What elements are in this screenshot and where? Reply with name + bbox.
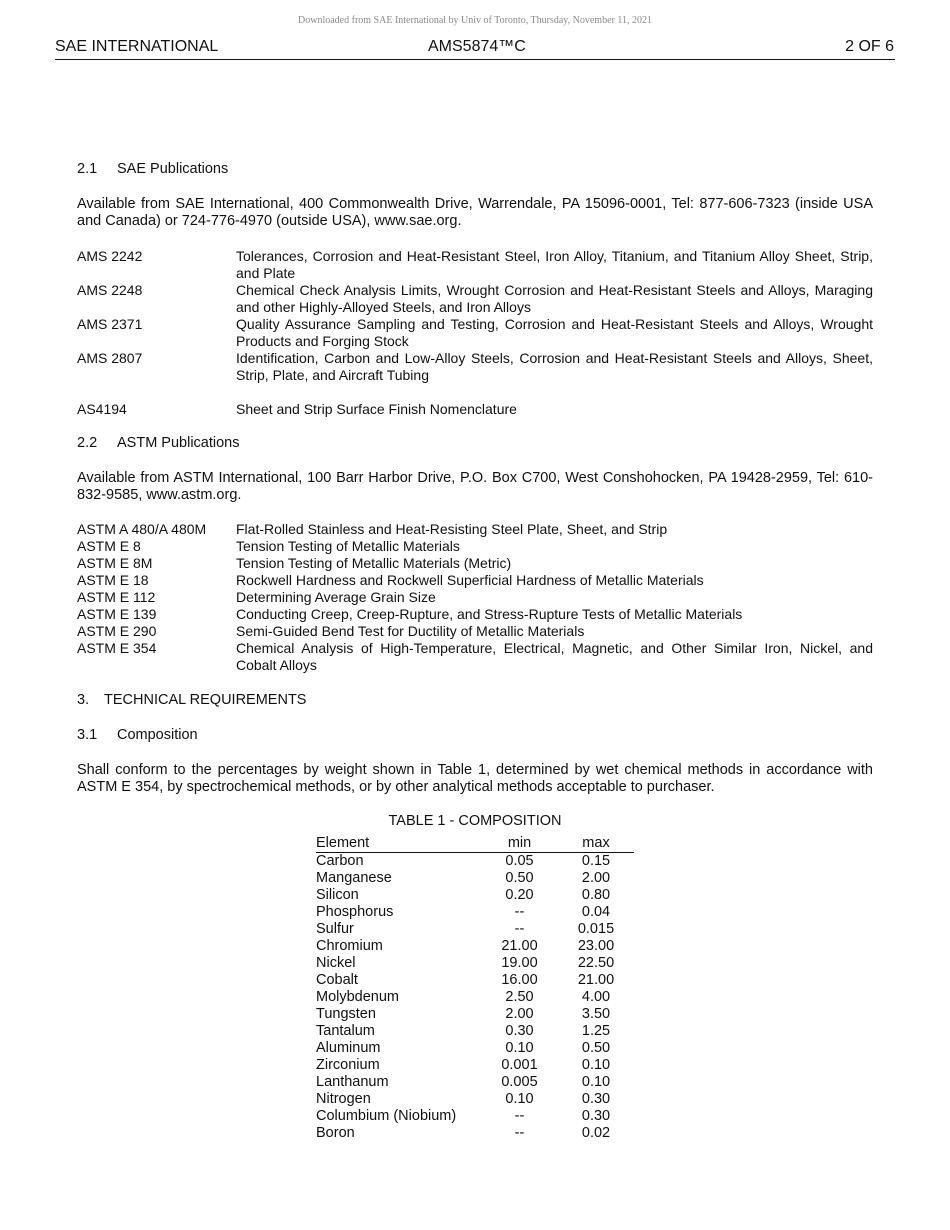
cell-element: Phosphorus (316, 904, 394, 920)
cell-element: Boron (316, 1125, 355, 1141)
table-row (316, 853, 634, 871)
reference-item (77, 606, 873, 623)
cell-min: 0.005 (501, 1074, 538, 1090)
cell-element: Zirconium (316, 1057, 380, 1073)
reference-item (77, 350, 873, 384)
cell-element: Nitrogen (316, 1091, 371, 1107)
cell-max: 21.00 (577, 972, 615, 988)
table-row (316, 938, 634, 955)
table-row (316, 1006, 634, 1023)
reference-code: AMS 2248 (77, 282, 143, 298)
sae-reference-list (77, 248, 873, 418)
reference-title: Tolerances, Corrosion and Heat-Resistant Steel, Iron Alloy, Titanium, and Titanium Alloy Sheet, Strip, and Plate (236, 248, 873, 281)
reference-code: ASTM E 18 (77, 572, 149, 588)
header-document-number: AMS5874™C (428, 38, 526, 55)
section-number: 3. (77, 692, 90, 708)
section-title: SAE Publications (117, 161, 229, 177)
cell-max: 0.10 (581, 1057, 611, 1073)
reference-item (77, 521, 873, 538)
cell-min: -- (514, 1108, 525, 1124)
astm-reference-list (77, 521, 873, 674)
cell-max: 23.00 (577, 938, 615, 954)
table-header-row (316, 835, 634, 853)
reference-code: AMS 2242 (77, 248, 143, 264)
cell-max: 0.50 (581, 1040, 611, 1056)
cell-element: Manganese (316, 870, 392, 886)
cell-element: Sulfur (316, 921, 354, 937)
table-row (316, 1074, 634, 1091)
cell-max: 3.50 (581, 1006, 611, 1022)
reference-code: ASTM A 480/A 480M (77, 521, 207, 537)
header-page-number: 2 OF 6 (845, 38, 894, 55)
cell-max: 22.50 (577, 955, 615, 971)
cell-max: 2.00 (581, 870, 611, 886)
cell-element: Columbium (Niobium) (316, 1108, 457, 1124)
reference-title: Sheet and Strip Surface Finish Nomenclature (236, 401, 517, 417)
reference-item (77, 316, 873, 350)
section-heading-sae (77, 161, 228, 177)
column-header-max: max (558, 835, 634, 853)
cell-element: Silicon (316, 887, 359, 903)
table-row (316, 1125, 634, 1142)
section-title: Composition (117, 727, 198, 743)
reference-title: Tension Testing of Metallic Materials (Metric) (236, 555, 512, 571)
section-title: ASTM Publications (117, 435, 240, 451)
reference-code: ASTM E 354 (77, 640, 157, 656)
reference-title: Conducting Creep, Creep-Rupture, and Stress-Rupture Tests of Metallic Materials (236, 606, 743, 622)
cell-min: 21.00 (501, 938, 538, 954)
reference-code: ASTM E 8 (77, 538, 141, 554)
table-row (316, 887, 634, 904)
composition-table (316, 835, 634, 1142)
reference-title: Quality Assurance Sampling and Testing, Corrosion and Heat-Resistant Steels and Alloys, Wrought Products and Forging Stock (236, 316, 873, 349)
composition-text: Shall conform to the percentages by weight shown in Table 1, determined by wet chemical methods in accordance with ASTM E 354, by spectrochemical methods, or by other analytical methods acceptable to purchaser. (77, 762, 873, 795)
reference-title: Identification, Carbon and Low-Alloy Steels, Corrosion and Heat-Resistant Steels and Alloys, Sheet, Strip, Plate, and Aircraft Tubing (236, 350, 873, 383)
section-heading-composition (77, 727, 198, 743)
reference-item (77, 572, 873, 589)
table-row (316, 1091, 634, 1108)
cell-max: 0.30 (581, 1091, 611, 1107)
cell-element: Tungsten (316, 1006, 376, 1022)
header-rule (55, 59, 895, 60)
reference-item (77, 248, 873, 282)
reference-item (77, 282, 873, 316)
reference-code: ASTM E 112 (77, 589, 156, 605)
reference-item (77, 555, 873, 572)
cell-max: 0.30 (581, 1108, 611, 1124)
cell-min: 0.10 (505, 1091, 534, 1107)
cell-min: 19.00 (501, 955, 538, 971)
table-row (316, 904, 634, 921)
cell-element: Carbon (316, 853, 364, 869)
reference-title: Tension Testing of Metallic Materials (236, 538, 460, 554)
section-number: 3.1 (77, 727, 98, 743)
cell-min: 0.10 (505, 1040, 534, 1056)
section-heading-astm (77, 435, 240, 451)
column-header-min: min (481, 835, 558, 853)
header-publisher: SAE INTERNATIONAL (55, 38, 219, 55)
column-header-element: Element (316, 835, 481, 853)
reference-code: AS4194 (77, 401, 127, 417)
cell-min: -- (514, 904, 525, 920)
table-row (316, 1108, 634, 1125)
reference-code: AMS 2807 (77, 350, 143, 366)
cell-max: 0.80 (581, 887, 611, 903)
reference-code: ASTM E 8M (77, 555, 153, 571)
cell-min: 2.00 (505, 1006, 534, 1022)
table-title: TABLE 1 - COMPOSITION (388, 813, 562, 829)
section-title: TECHNICAL REQUIREMENTS (104, 692, 307, 708)
table-body (316, 853, 634, 1143)
table-row (316, 989, 634, 1006)
table-row (316, 1023, 634, 1040)
section-heading-technical-requirements (77, 692, 306, 708)
reference-item (77, 538, 873, 555)
reference-item (77, 589, 873, 606)
cell-min: 0.001 (501, 1057, 538, 1073)
table-row (316, 972, 634, 989)
table-row (316, 955, 634, 972)
cell-element: Chromium (316, 938, 383, 954)
reference-title: Determining Average Grain Size (236, 589, 436, 605)
cell-max: 0.02 (581, 1125, 611, 1141)
cell-element: Nickel (316, 955, 356, 971)
reference-item (77, 623, 873, 640)
table-row (316, 1057, 634, 1074)
table-row (316, 921, 634, 938)
cell-min: 0.20 (505, 887, 534, 903)
table-row (316, 1040, 634, 1057)
cell-min: -- (514, 1125, 525, 1141)
reference-item (77, 640, 873, 674)
reference-item (77, 401, 873, 418)
cell-min: 16.00 (501, 972, 538, 988)
astm-availability-text: Available from ASTM International, 100 Barr Harbor Drive, P.O. Box C700, West Conshohocken, PA 19428-2959, Tel: 610-832-9585, www.astm.org. (77, 470, 873, 503)
cell-min: 0.50 (505, 870, 534, 886)
download-notice: Downloaded from SAE International by Univ of Toronto, Thursday, November 11, 2021 (298, 15, 652, 26)
cell-element: Lanthanum (316, 1074, 389, 1090)
cell-element: Molybdenum (316, 989, 400, 1005)
cell-min: 0.30 (505, 1023, 534, 1039)
cell-element: Tantalum (316, 1023, 375, 1039)
reference-title: Chemical Analysis of High-Temperature, Electrical, Magnetic, and Other Similar Iron, Nickel, and Cobalt Alloys (236, 640, 873, 673)
cell-max: 0.15 (581, 853, 611, 869)
cell-max: 1.25 (581, 1023, 611, 1039)
cell-min: 2.50 (505, 989, 534, 1005)
table-row (316, 870, 634, 887)
reference-code: ASTM E 139 (77, 606, 157, 622)
section-number: 2.1 (77, 161, 98, 177)
cell-max: 0.015 (577, 921, 615, 937)
section-number: 2.2 (77, 435, 98, 451)
cell-element: Cobalt (316, 972, 358, 988)
cell-min: -- (514, 921, 525, 937)
reference-code: ASTM E 290 (77, 623, 157, 639)
cell-max: 0.04 (581, 904, 611, 920)
cell-max: 4.00 (581, 989, 611, 1005)
reference-code: AMS 2371 (77, 316, 143, 332)
cell-min: 0.05 (505, 853, 534, 869)
reference-title: Rockwell Hardness and Rockwell Superficial Hardness of Metallic Materials (236, 572, 704, 588)
cell-element: Aluminum (316, 1040, 381, 1056)
sae-availability-text: Available from SAE International, 400 Commonwealth Drive, Warrendale, PA 15096-0001, Tel: 877-606-7323 (inside USA and Canada) or 724-776-4970 (outside USA), www.sae.org. (77, 196, 873, 229)
cell-max: 0.10 (581, 1074, 611, 1090)
reference-title: Chemical Check Analysis Limits, Wrought Corrosion and Heat-Resistant Steels and Alloys, Maraging and other Highly-Alloyed Steels, and Iron Alloys (236, 282, 873, 315)
reference-title: Semi-Guided Bend Test for Ductility of Metallic Materials (236, 623, 585, 639)
reference-title: Flat-Rolled Stainless and Heat-Resisting Steel Plate, Sheet, and Strip (236, 521, 668, 537)
